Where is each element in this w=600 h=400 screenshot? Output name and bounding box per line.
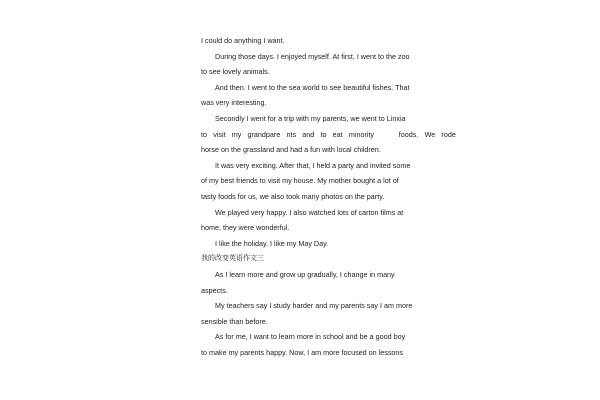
paragraph-first-line: I like the holiday. I like my May Day. bbox=[215, 238, 329, 248]
text-line: sensible than before. bbox=[201, 316, 268, 326]
paragraph-first-line: Secondly I went for a trip with my parents, we went to Linxia bbox=[215, 113, 406, 123]
text-line: was very interesting. bbox=[201, 98, 267, 108]
paragraph-first-line: And then. I went to the sea world to see beautiful fishes. That bbox=[215, 82, 410, 92]
paragraph-first-line: As for me, I want to learn more in school and be a good boy bbox=[215, 332, 406, 342]
paragraph-first-line: As I learn more and grow up gradually, I change in many bbox=[215, 269, 395, 279]
text-line: I could do anything I want. bbox=[201, 36, 285, 45]
paragraph-first-line: During those days. I enjoyed myself. At first, I went to the zoo bbox=[215, 51, 410, 61]
text-line: horse on the grassland and had a fun with local children. bbox=[201, 145, 381, 155]
paragraph-first-line: We played very happy. I also watched lots of carton films at bbox=[215, 207, 404, 217]
text-line: of my best friends to visit my house. My mother bought a lot of bbox=[201, 176, 399, 186]
paragraph-first-line: It was very exciting. After that, I held a party and invited some bbox=[215, 160, 411, 170]
paragraph-first-line: My teachers say I study harder and my parents say I am more bbox=[215, 301, 413, 311]
text-line: to see lovely animals. bbox=[201, 67, 270, 77]
text-line: aspects. bbox=[201, 285, 228, 295]
text-line: tasty foods for us, we also took many photos on the party. bbox=[201, 191, 385, 201]
text-line: to visit my grandpare nts and to eat minority foods. We rode bbox=[201, 129, 456, 139]
text-line: to make my parents happy. Now, I am more focused on lessons bbox=[201, 347, 404, 357]
essay-text bbox=[201, 33, 456, 360]
text-line: home, they were wonderful. bbox=[201, 223, 290, 233]
section-heading: 我的改变英语作文三 bbox=[201, 254, 264, 263]
